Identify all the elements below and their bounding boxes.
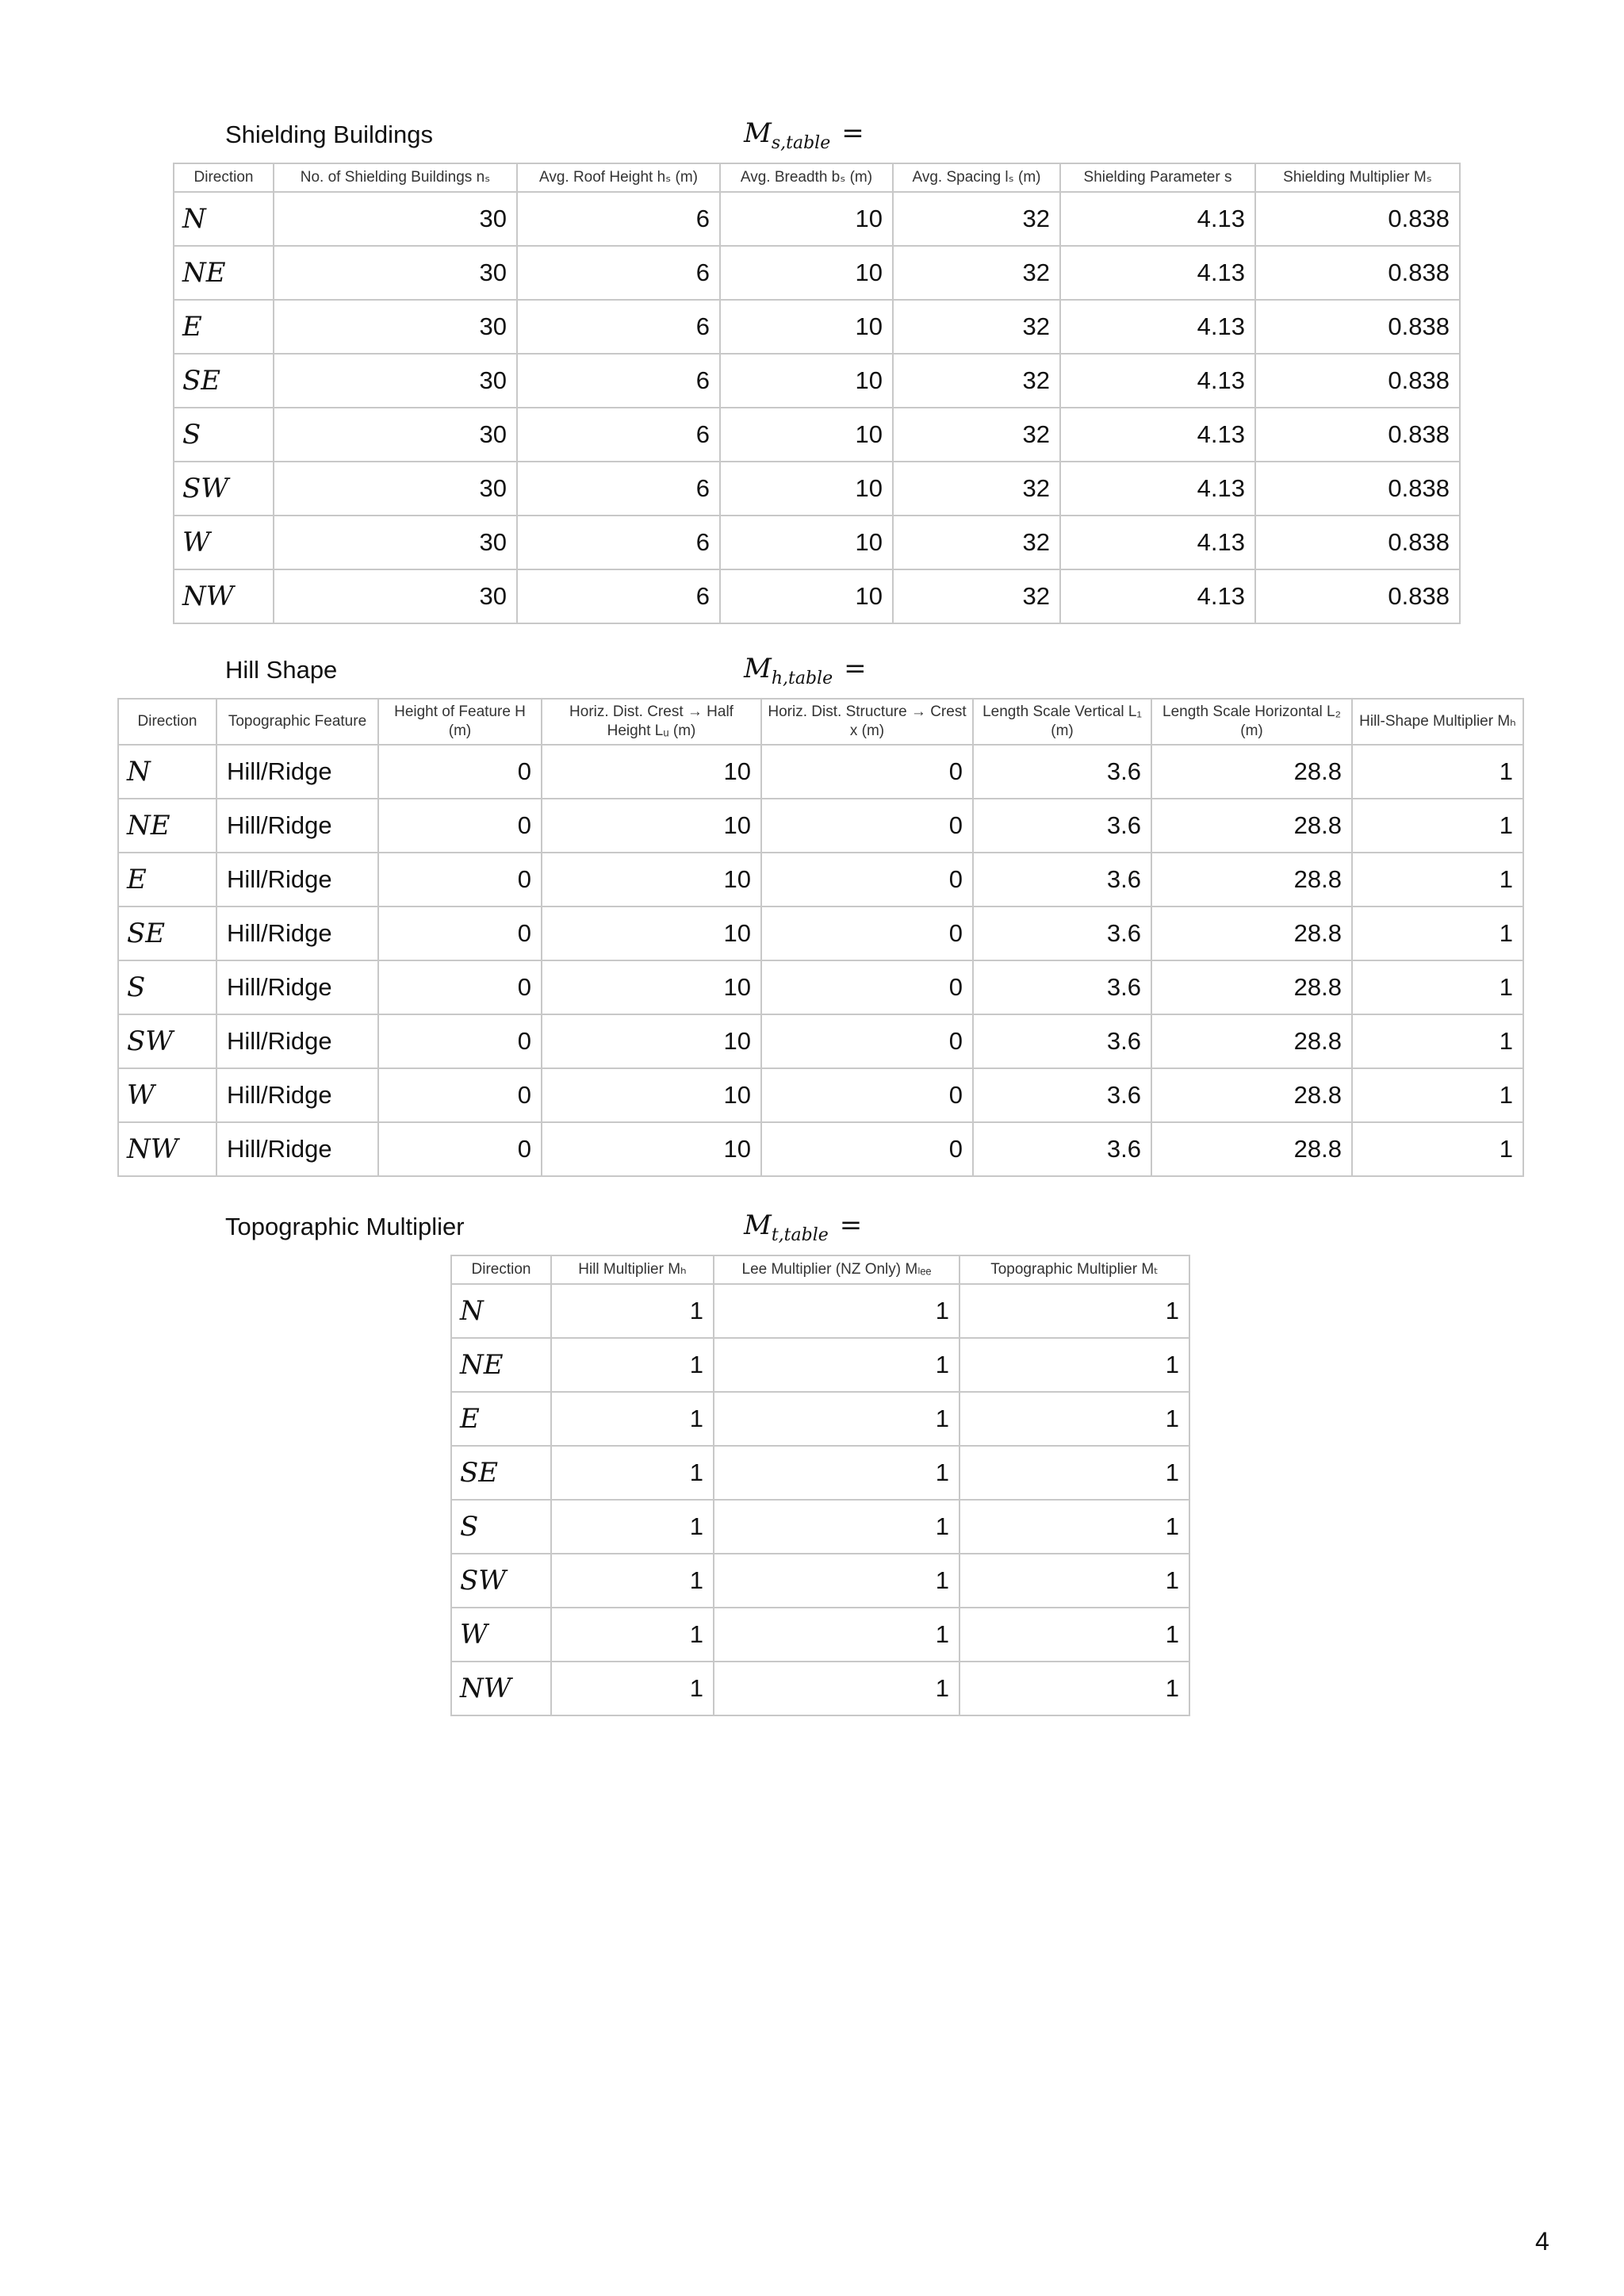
column-header: Shielding Parameter s [1060,163,1255,192]
shielding-table [173,163,1461,624]
value-cell: 3.6 [973,1068,1151,1122]
page-number: 4 [1535,2227,1549,2256]
value-cell: 28.8 [1151,853,1352,907]
value-cell: 1 [714,1338,959,1392]
value-cell: Hill/Ridge [216,1014,378,1068]
table-row [174,462,1460,516]
direction-cell: SE [118,907,216,960]
value-cell: 1 [959,1338,1189,1392]
value-cell: 30 [274,354,517,408]
column-header: Shielding Multiplier Mₛ [1255,163,1460,192]
value-cell: 0 [378,960,542,1014]
value-cell: 4.13 [1060,408,1255,462]
value-cell: 0 [761,853,973,907]
value-cell: 4.13 [1060,246,1255,300]
hill-title: Hill Shape [225,656,338,684]
value-cell: 1 [714,1500,959,1554]
column-header: Hill Multiplier Mₕ [551,1255,714,1284]
table-row [118,853,1523,907]
direction-cell: SE [174,354,274,408]
table-header-row [174,163,1460,192]
value-cell: 0.838 [1255,569,1460,623]
table-row [174,408,1460,462]
formula-symbol: M [744,1209,772,1241]
direction-cell: SW [174,462,274,516]
column-header: Height of Feature H (m) [378,699,542,745]
formula-equals: = [844,653,867,684]
value-cell: 1 [714,1392,959,1446]
value-cell: 0.838 [1255,192,1460,246]
value-cell: 1 [714,1608,959,1662]
value-cell: 10 [542,907,761,960]
direction-cell: E [118,853,216,907]
formula-symbol: M [744,117,772,149]
value-cell: 10 [720,246,893,300]
table-row [174,246,1460,300]
value-cell: 6 [517,516,720,569]
value-cell: 6 [517,462,720,516]
value-cell: 10 [542,960,761,1014]
value-cell: 10 [720,354,893,408]
direction-cell: S [118,960,216,1014]
value-cell: 28.8 [1151,907,1352,960]
value-cell: 32 [893,192,1060,246]
direction-cell: NW [174,569,274,623]
value-cell: 0 [378,799,542,853]
value-cell: 28.8 [1151,1122,1352,1176]
hill-formula [744,653,867,688]
formula-equals: = [841,117,864,149]
value-cell: 6 [517,354,720,408]
direction-cell: W [451,1608,551,1662]
value-cell: 0 [378,745,542,799]
value-cell: 10 [542,1014,761,1068]
value-cell: 1 [1352,1122,1523,1176]
value-cell: 10 [542,1122,761,1176]
value-cell: 1 [714,1662,959,1715]
value-cell: 10 [720,192,893,246]
direction-cell: SW [118,1014,216,1068]
direction-cell: SE [451,1446,551,1500]
table-row [174,192,1460,246]
column-header: Direction [118,699,216,745]
value-cell: 10 [720,300,893,354]
value-cell: Hill/Ridge [216,799,378,853]
value-cell: 1 [1352,960,1523,1014]
column-header: Lee Multiplier (NZ Only) Mₗₑₑ [714,1255,959,1284]
value-cell: 0 [761,1068,973,1122]
table-row [118,960,1523,1014]
table-row [451,1338,1189,1392]
value-cell: 30 [274,192,517,246]
direction-cell: NE [451,1338,551,1392]
value-cell: 10 [720,569,893,623]
value-cell: 1 [959,1284,1189,1338]
table-row [451,1608,1189,1662]
value-cell: 0.838 [1255,246,1460,300]
value-cell: 10 [542,1068,761,1122]
column-header: No. of Shielding Buildings nₛ [274,163,517,192]
value-cell: 32 [893,300,1060,354]
column-header: Avg. Breadth bₛ (m) [720,163,893,192]
value-cell: 0 [378,1068,542,1122]
value-cell: 28.8 [1151,799,1352,853]
value-cell: 1 [551,1500,714,1554]
value-cell: 1 [551,1284,714,1338]
value-cell: 32 [893,462,1060,516]
value-cell: 28.8 [1151,1068,1352,1122]
value-cell: 1 [714,1554,959,1608]
value-cell: 1 [1352,745,1523,799]
value-cell: 1 [959,1662,1189,1715]
value-cell: 6 [517,300,720,354]
table-row [118,1122,1523,1176]
value-cell: 3.6 [973,1122,1151,1176]
value-cell: 32 [893,354,1060,408]
table-row [118,745,1523,799]
table-row [451,1392,1189,1446]
value-cell: Hill/Ridge [216,960,378,1014]
topographic-formula [744,1209,862,1245]
value-cell: 1 [959,1500,1189,1554]
value-cell: 4.13 [1060,462,1255,516]
value-cell: 1 [714,1446,959,1500]
value-cell: 6 [517,408,720,462]
table-row [451,1446,1189,1500]
value-cell: 4.13 [1060,300,1255,354]
value-cell: 1 [551,1392,714,1446]
value-cell: 0 [761,960,973,1014]
direction-cell: NE [118,799,216,853]
value-cell: 1 [1352,799,1523,853]
column-header: Direction [174,163,274,192]
value-cell: 3.6 [973,960,1151,1014]
formula-subscript: t,table [771,1225,829,1245]
table-row [451,1662,1189,1715]
column-header: Horiz. Dist. Structure → Crest x (m) [761,699,973,745]
value-cell: 1 [551,1338,714,1392]
value-cell: 0 [378,1014,542,1068]
table-row [451,1554,1189,1608]
value-cell: 10 [542,745,761,799]
value-cell: 1 [714,1284,959,1338]
value-cell: 4.13 [1060,516,1255,569]
column-header: Topographic Multiplier Mₜ [959,1255,1189,1284]
value-cell: 10 [720,462,893,516]
value-cell: 3.6 [973,745,1151,799]
value-cell: 1 [551,1608,714,1662]
value-cell: 3.6 [973,1014,1151,1068]
value-cell: 6 [517,246,720,300]
direction-cell: SW [451,1554,551,1608]
table-row [118,799,1523,853]
value-cell: 0.838 [1255,462,1460,516]
value-cell: Hill/Ridge [216,1122,378,1176]
value-cell: Hill/Ridge [216,853,378,907]
value-cell: 1 [1352,853,1523,907]
direction-cell: W [118,1068,216,1122]
value-cell: 3.6 [973,853,1151,907]
value-cell: 4.13 [1060,354,1255,408]
column-header: Avg. Roof Height hₛ (m) [517,163,720,192]
value-cell: Hill/Ridge [216,1068,378,1122]
value-cell: 0 [761,907,973,960]
direction-cell: E [174,300,274,354]
value-cell: 28.8 [1151,1014,1352,1068]
topographic-table [450,1255,1190,1716]
value-cell: 1 [551,1554,714,1608]
direction-cell: W [174,516,274,569]
value-cell: 1 [959,1446,1189,1500]
value-cell: 30 [274,569,517,623]
value-cell: 6 [517,569,720,623]
column-header: Length Scale Horizontal L₂ (m) [1151,699,1352,745]
direction-cell: NE [174,246,274,300]
value-cell: 32 [893,516,1060,569]
value-cell: 0 [378,853,542,907]
value-cell: 30 [274,516,517,569]
table-row [451,1284,1189,1338]
table-header-row [451,1255,1189,1284]
value-cell: 0 [761,799,973,853]
column-header: Horiz. Dist. Crest → Half Height Lᵤ (m) [542,699,761,745]
value-cell: 32 [893,408,1060,462]
value-cell: 1 [1352,907,1523,960]
value-cell: 0 [378,1122,542,1176]
value-cell: 10 [720,408,893,462]
column-header: Avg. Spacing lₛ (m) [893,163,1060,192]
value-cell: Hill/Ridge [216,745,378,799]
value-cell: 6 [517,192,720,246]
value-cell: 10 [542,799,761,853]
hill-table [117,698,1524,1177]
table-row [451,1500,1189,1554]
value-cell: 0 [761,745,973,799]
value-cell: 0.838 [1255,408,1460,462]
value-cell: 4.13 [1060,192,1255,246]
value-cell: 10 [542,853,761,907]
table-row [118,1014,1523,1068]
value-cell: 0 [378,907,542,960]
value-cell: 1 [1352,1068,1523,1122]
value-cell: 28.8 [1151,745,1352,799]
value-cell: 32 [893,246,1060,300]
shielding-formula [744,117,864,153]
table-row [174,516,1460,569]
value-cell: 1 [551,1446,714,1500]
value-cell: 30 [274,300,517,354]
direction-cell: NW [118,1122,216,1176]
column-header: Topographic Feature [216,699,378,745]
value-cell: 32 [893,569,1060,623]
value-cell: 0 [761,1122,973,1176]
direction-cell: N [174,192,274,246]
value-cell: 1 [551,1662,714,1715]
value-cell: 1 [1352,1014,1523,1068]
table-row [174,569,1460,623]
direction-cell: N [451,1284,551,1338]
value-cell: 0.838 [1255,300,1460,354]
value-cell: Hill/Ridge [216,907,378,960]
formula-symbol: M [744,653,772,684]
column-header: Hill-Shape Multiplier Mₕ [1352,699,1523,745]
value-cell: 0.838 [1255,516,1460,569]
value-cell: 3.6 [973,799,1151,853]
direction-cell: N [118,745,216,799]
value-cell: 0.838 [1255,354,1460,408]
shielding-title: Shielding Buildings [225,121,433,148]
value-cell: 3.6 [973,907,1151,960]
direction-cell: S [174,408,274,462]
topographic-title: Topographic Multiplier [225,1213,465,1240]
column-header: Length Scale Vertical L₁ (m) [973,699,1151,745]
table-row [174,354,1460,408]
value-cell: 0 [761,1014,973,1068]
table-row [174,300,1460,354]
value-cell: 28.8 [1151,960,1352,1014]
formula-equals: = [839,1209,863,1241]
value-cell: 30 [274,462,517,516]
direction-cell: E [451,1392,551,1446]
table-header-row [118,699,1523,745]
direction-cell: S [451,1500,551,1554]
value-cell: 4.13 [1060,569,1255,623]
formula-subscript: h,table [771,668,833,688]
column-header: Direction [451,1255,551,1284]
value-cell: 30 [274,246,517,300]
value-cell: 10 [720,516,893,569]
table-row [118,907,1523,960]
value-cell: 1 [959,1554,1189,1608]
formula-subscript: s,table [771,132,831,153]
direction-cell: NW [451,1662,551,1715]
value-cell: 1 [959,1608,1189,1662]
value-cell: 30 [274,408,517,462]
table-row [118,1068,1523,1122]
value-cell: 1 [959,1392,1189,1446]
